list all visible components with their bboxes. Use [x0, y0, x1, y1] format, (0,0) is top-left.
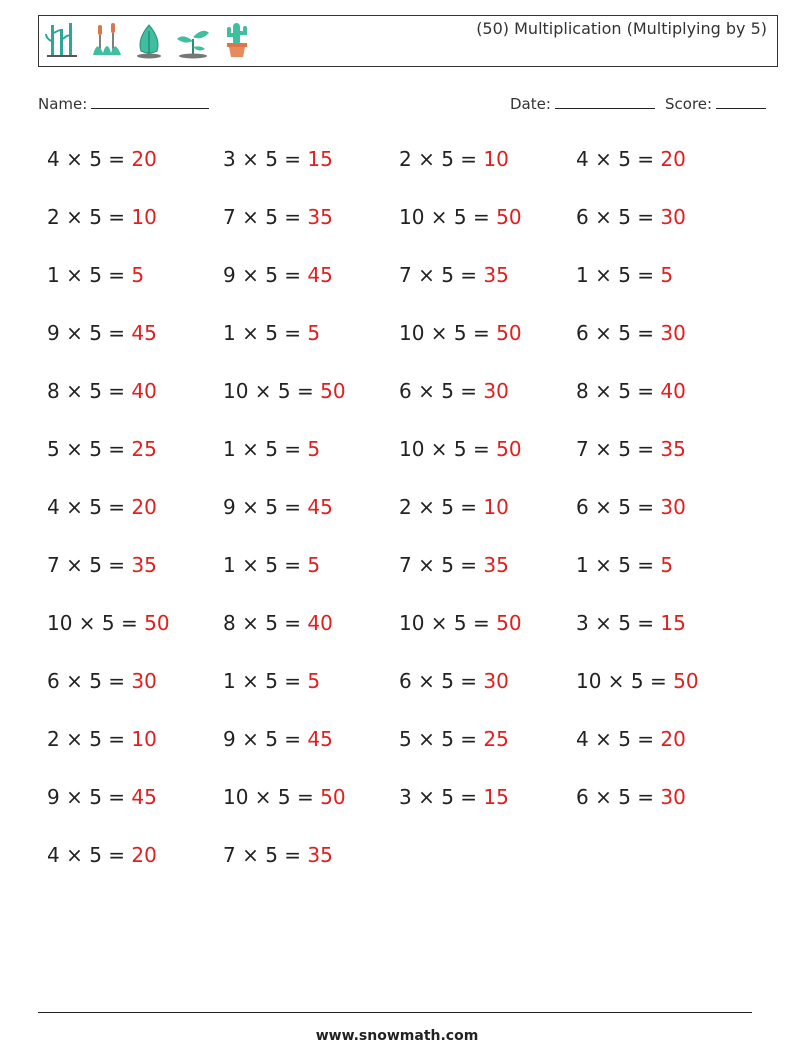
- problem-answer: 30: [483, 669, 509, 693]
- problem-question: 2 × 5 =: [399, 147, 484, 171]
- problem-item: [399, 437, 522, 461]
- problem-item: [47, 495, 157, 519]
- problem-item: [223, 727, 333, 751]
- problem-answer: 50: [673, 669, 699, 693]
- problem-question: 4 × 5 =: [47, 147, 132, 171]
- problem-item: [47, 785, 157, 809]
- problem-answer: 5: [131, 263, 145, 287]
- date-blank: [555, 94, 655, 109]
- problem-item: [223, 611, 333, 635]
- problem-item: [47, 727, 157, 751]
- problem-item: [399, 379, 509, 403]
- problem-question: 5 × 5 =: [399, 727, 484, 751]
- problem-answer: 35: [483, 263, 509, 287]
- problem-item: [399, 611, 522, 635]
- problem-answer: 50: [496, 611, 522, 635]
- problem-item: [223, 553, 320, 577]
- problem-question: 8 × 5 =: [576, 379, 661, 403]
- problem-item: [47, 611, 170, 635]
- problem-question: 1 × 5 =: [223, 321, 308, 345]
- problem-answer: 30: [660, 495, 686, 519]
- problem-question: 3 × 5 =: [399, 785, 484, 809]
- problem-question: 7 × 5 =: [47, 553, 132, 577]
- problem-question: 10 × 5 =: [399, 611, 497, 635]
- problem-question: 6 × 5 =: [47, 669, 132, 693]
- problem-question: 3 × 5 =: [576, 611, 661, 635]
- problem-item: [576, 669, 699, 693]
- problem-answer: 5: [660, 263, 674, 287]
- problem-answer: 30: [660, 205, 686, 229]
- problem-item: [399, 669, 509, 693]
- icon-strip: [45, 21, 253, 59]
- leaf-icon: [133, 21, 165, 59]
- problem-answer: 35: [131, 553, 157, 577]
- problem-answer: 15: [483, 785, 509, 809]
- problem-question: 6 × 5 =: [576, 321, 661, 345]
- problem-item: [576, 379, 686, 403]
- problem-answer: 20: [131, 843, 157, 867]
- problem-answer: 50: [496, 205, 522, 229]
- problem-answer: 50: [496, 321, 522, 345]
- problem-answer: 30: [660, 785, 686, 809]
- problem-item: [576, 727, 686, 751]
- problem-answer: 40: [131, 379, 157, 403]
- problem-item: [223, 321, 320, 345]
- problem-answer: 5: [307, 321, 321, 345]
- problem-answer: 10: [131, 205, 157, 229]
- name-field: [38, 94, 209, 113]
- problem-item: [223, 495, 333, 519]
- problem-question: 4 × 5 =: [47, 495, 132, 519]
- problem-question: 10 × 5 =: [47, 611, 145, 635]
- problem-item: [576, 437, 686, 461]
- problem-question: 8 × 5 =: [47, 379, 132, 403]
- problem-answer: 45: [307, 727, 333, 751]
- problem-answer: 20: [660, 147, 686, 171]
- problem-question: 6 × 5 =: [576, 495, 661, 519]
- problem-answer: 35: [483, 553, 509, 577]
- problem-answer: 30: [131, 669, 157, 693]
- problem-question: 2 × 5 =: [47, 205, 132, 229]
- problem-answer: 20: [660, 727, 686, 751]
- problem-answer: 45: [131, 785, 157, 809]
- problem-question: 1 × 5 =: [223, 669, 308, 693]
- problem-item: [47, 263, 144, 287]
- footer-url: www.snowmath.com: [315, 1028, 479, 1044]
- problem-item: [223, 205, 333, 229]
- problem-item: [399, 321, 522, 345]
- date-label: Date:: [510, 95, 551, 113]
- problem-answer: 20: [131, 147, 157, 171]
- problem-question: 4 × 5 =: [47, 843, 132, 867]
- problem-item: [47, 321, 157, 345]
- problem-answer: 35: [307, 205, 333, 229]
- problem-question: 6 × 5 =: [576, 785, 661, 809]
- problem-question: 9 × 5 =: [47, 321, 132, 345]
- problem-answer: 35: [660, 437, 686, 461]
- problem-item: [47, 379, 157, 403]
- problem-question: 7 × 5 =: [223, 205, 308, 229]
- problem-answer: 20: [131, 495, 157, 519]
- problem-answer: 10: [131, 727, 157, 751]
- name-label: Name:: [38, 95, 88, 113]
- problem-question: 4 × 5 =: [576, 147, 661, 171]
- problem-question: 9 × 5 =: [47, 785, 132, 809]
- problem-item: [576, 553, 673, 577]
- header-box: [38, 15, 778, 67]
- problem-item: [576, 205, 686, 229]
- problem-answer: 15: [660, 611, 686, 635]
- problem-item: [47, 553, 157, 577]
- problem-answer: 10: [483, 147, 509, 171]
- problem-answer: 40: [307, 611, 333, 635]
- problem-item: [399, 263, 509, 287]
- problem-answer: 15: [307, 147, 333, 171]
- problem-item: [399, 785, 509, 809]
- problem-answer: 45: [307, 263, 333, 287]
- problem-item: [47, 669, 157, 693]
- problem-question: 6 × 5 =: [576, 205, 661, 229]
- problem-question: 10 × 5 =: [223, 785, 321, 809]
- problem-question: 9 × 5 =: [223, 263, 308, 287]
- problem-question: 10 × 5 =: [576, 669, 674, 693]
- problem-item: [576, 785, 686, 809]
- problem-question: 1 × 5 =: [576, 553, 661, 577]
- problem-answer: 5: [307, 669, 321, 693]
- footer-divider: [38, 1012, 752, 1013]
- cactus-icon: [221, 21, 253, 59]
- problem-item: [223, 263, 333, 287]
- problem-question: 4 × 5 =: [576, 727, 661, 751]
- problem-answer: 50: [320, 785, 346, 809]
- problem-question: 6 × 5 =: [399, 379, 484, 403]
- problem-answer: 5: [307, 437, 321, 461]
- problem-item: [576, 321, 686, 345]
- problem-question: 9 × 5 =: [223, 495, 308, 519]
- problem-answer: 40: [660, 379, 686, 403]
- problem-answer: 25: [131, 437, 157, 461]
- problem-item: [223, 147, 333, 171]
- problem-question: 5 × 5 =: [47, 437, 132, 461]
- problem-item: [47, 843, 157, 867]
- problem-answer: 50: [144, 611, 170, 635]
- problem-item: [576, 495, 686, 519]
- problem-question: 2 × 5 =: [47, 727, 132, 751]
- problem-answer: 25: [483, 727, 509, 751]
- problem-item: [576, 611, 686, 635]
- sprout-icon: [173, 21, 213, 59]
- worksheet-title: (50) Multiplication (Multiplying by 5): [476, 19, 767, 38]
- problem-answer: 30: [483, 379, 509, 403]
- problem-item: [399, 727, 509, 751]
- problem-answer: 45: [307, 495, 333, 519]
- problem-item: [399, 495, 509, 519]
- problem-question: 10 × 5 =: [399, 437, 497, 461]
- problem-question: 9 × 5 =: [223, 727, 308, 751]
- problem-answer: 35: [307, 843, 333, 867]
- problem-question: 7 × 5 =: [223, 843, 308, 867]
- problem-question: 7 × 5 =: [399, 263, 484, 287]
- score-blank: [716, 94, 766, 109]
- problem-question: 1 × 5 =: [223, 553, 308, 577]
- problem-item: [223, 379, 346, 403]
- problem-question: 10 × 5 =: [399, 321, 497, 345]
- problem-item: [576, 147, 686, 171]
- problem-item: [47, 437, 157, 461]
- problem-question: 3 × 5 =: [223, 147, 308, 171]
- cattail-icon: [89, 21, 125, 59]
- problem-item: [399, 147, 509, 171]
- problem-item: [576, 263, 673, 287]
- problem-answer: 45: [131, 321, 157, 345]
- problem-question: 10 × 5 =: [399, 205, 497, 229]
- problem-item: [399, 553, 509, 577]
- problem-question: 2 × 5 =: [399, 495, 484, 519]
- problem-answer: 5: [307, 553, 321, 577]
- name-blank: [91, 94, 209, 109]
- problem-question: 7 × 5 =: [576, 437, 661, 461]
- problem-answer: 10: [483, 495, 509, 519]
- problem-question: 1 × 5 =: [576, 263, 661, 287]
- problem-item: [223, 437, 320, 461]
- problem-item: [223, 785, 346, 809]
- score-label: Score:: [665, 95, 713, 113]
- problem-item: [47, 205, 157, 229]
- date-field: [510, 94, 655, 113]
- problem-answer: 5: [660, 553, 674, 577]
- problem-question: 1 × 5 =: [223, 437, 308, 461]
- problem-item: [223, 843, 333, 867]
- problem-answer: 50: [496, 437, 522, 461]
- problem-question: 8 × 5 =: [223, 611, 308, 635]
- problem-item: [47, 147, 157, 171]
- score-field: [665, 94, 766, 113]
- problem-answer: 50: [320, 379, 346, 403]
- problem-question: 1 × 5 =: [47, 263, 132, 287]
- problem-question: 7 × 5 =: [399, 553, 484, 577]
- problem-question: 6 × 5 =: [399, 669, 484, 693]
- bamboo-icon: [45, 21, 81, 59]
- problem-item: [399, 205, 522, 229]
- problem-question: 10 × 5 =: [223, 379, 321, 403]
- problem-item: [223, 669, 320, 693]
- problem-answer: 30: [660, 321, 686, 345]
